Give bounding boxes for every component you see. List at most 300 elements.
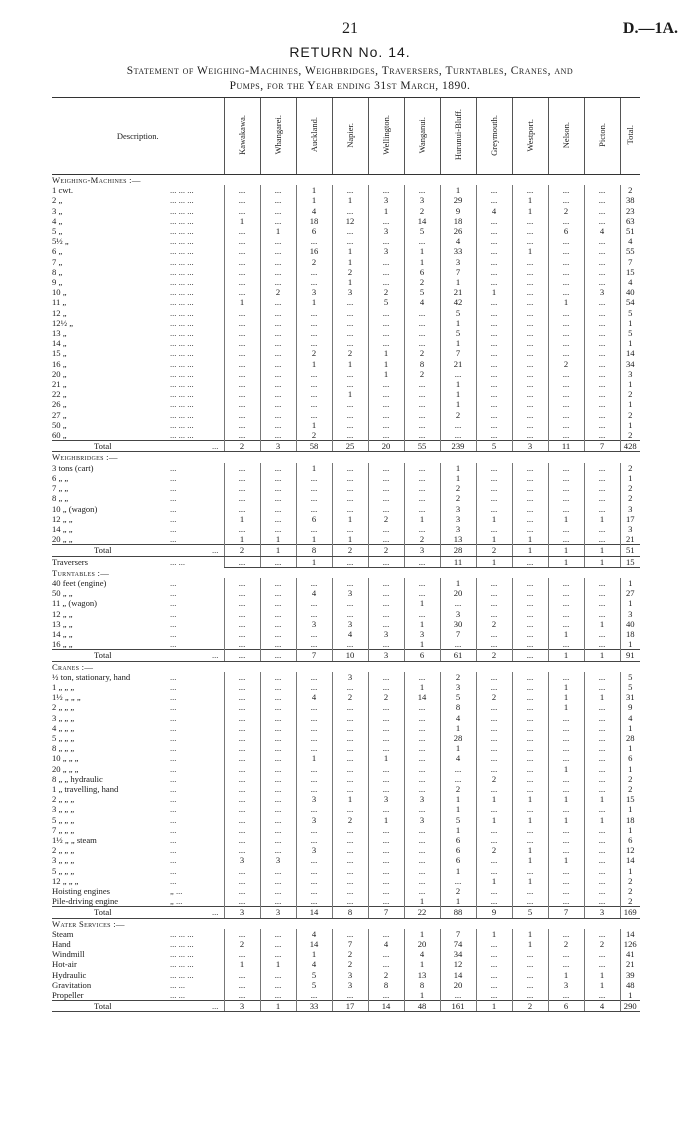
value-cell: ... (476, 682, 512, 692)
value-cell: ... (368, 236, 404, 246)
value-cell: ... (476, 430, 512, 441)
value-cell: 7 (440, 629, 476, 639)
value-cell: 3 (260, 441, 296, 452)
value-cell: ... (368, 328, 404, 338)
leader-dots: ... (170, 577, 177, 588)
value-cell: ... (368, 185, 404, 195)
value-cell: 2 (512, 1001, 548, 1012)
value-cell: ... (224, 410, 260, 420)
row-label: Total (94, 441, 112, 452)
table-row (52, 609, 640, 619)
total-cell: 1 (620, 743, 640, 753)
value-cell: 2 (476, 545, 512, 556)
leader-dots: ... ... ... (170, 389, 194, 400)
value-cell: ... (584, 598, 620, 608)
value-cell: ... (224, 185, 260, 195)
row-description (52, 866, 224, 876)
value-cell: ... (584, 473, 620, 483)
value-cell: ... (260, 815, 296, 825)
value-cell: 13 (440, 534, 476, 545)
value-cell: 1 (440, 804, 476, 814)
value-cell: ... (260, 713, 296, 723)
value-cell: ... (440, 990, 476, 1001)
value-cell: ... (440, 876, 476, 886)
value-cell: 58 (296, 441, 332, 452)
value-cell: 55 (404, 441, 440, 452)
value-cell: 3 (440, 609, 476, 619)
value-cell: ... (224, 743, 260, 753)
value-cell: 6 (440, 855, 476, 865)
table-row (52, 723, 640, 733)
row-label: 5 „ „ „ (52, 865, 75, 876)
value-cell: ... (224, 524, 260, 534)
total-cell: 18 (620, 815, 640, 825)
total-cell: 15 (620, 556, 640, 567)
row-label: 1½ „ „ „ (52, 692, 81, 703)
value-cell: 1 (440, 743, 476, 753)
value-cell: 2 (260, 287, 296, 297)
value-cell: 3 (296, 794, 332, 804)
value-cell: 29 (440, 195, 476, 205)
value-cell: ... (368, 866, 404, 876)
header-row (52, 98, 640, 175)
leader-dots: ... (170, 835, 177, 845)
total-cell: 1 (620, 338, 640, 348)
value-cell: ... (224, 629, 260, 639)
leader-dots: ... ... ... (170, 969, 194, 980)
value-cell: ... (512, 702, 548, 712)
table-row (52, 338, 640, 348)
value-cell: ... (512, 318, 548, 328)
value-cell: 1 (548, 794, 584, 804)
total-cell: 1 (620, 318, 640, 328)
row-label: 3 „ (52, 205, 63, 216)
value-cell: ... (260, 297, 296, 307)
value-cell: ... (548, 804, 584, 814)
value-cell: ... (224, 784, 260, 794)
value-cell: 1 (476, 287, 512, 297)
value-cell: ... (296, 578, 332, 588)
table-row (52, 463, 640, 473)
value-cell: ... (368, 774, 404, 784)
leader-dots: ... (170, 472, 177, 483)
row-label: 3 „ „ „ (52, 712, 75, 723)
value-cell: ... (368, 959, 404, 969)
value-cell: ... (584, 399, 620, 409)
leader-dots: ... ... (170, 979, 186, 990)
value-cell: ... (224, 206, 260, 216)
value-cell: ... (548, 896, 584, 907)
value-cell: ... (548, 399, 584, 409)
row-description (52, 855, 224, 865)
value-cell: ... (260, 318, 296, 328)
total-cell: 91 (620, 650, 640, 661)
total-cell: 40 (620, 287, 640, 297)
table-row (52, 825, 640, 835)
value-cell: 1 (224, 959, 260, 969)
value-cell: ... (548, 257, 584, 267)
value-cell: 1 (224, 216, 260, 226)
value-cell: 4 (404, 297, 440, 307)
value-cell: ... (584, 277, 620, 287)
value-cell: ... (260, 473, 296, 483)
row-description (52, 308, 224, 318)
total-cell: 17 (620, 514, 640, 524)
value-cell: ... (404, 578, 440, 588)
table-row (52, 185, 640, 195)
value-cell: 5 (440, 308, 476, 318)
value-cell: ... (476, 609, 512, 619)
column-header-label: Picton. (597, 123, 607, 147)
value-cell: ... (512, 970, 548, 980)
total-cell: 51 (620, 226, 640, 236)
value-cell: ... (404, 825, 440, 835)
value-cell: 7 (296, 650, 332, 661)
row-description (52, 483, 224, 493)
value-cell: ... (332, 609, 368, 619)
leader-dots: ... ... ... (170, 358, 194, 369)
leader-dots: ... ... ... (170, 959, 194, 970)
value-cell: 1 (332, 794, 368, 804)
value-cell: ... (512, 226, 548, 236)
value-cell: ... (512, 619, 548, 629)
value-cell: 1 (512, 195, 548, 205)
section-row (52, 175, 640, 186)
value-cell: ... (404, 308, 440, 318)
value-cell: 3 (440, 504, 476, 514)
value-cell: 6 (548, 226, 584, 236)
value-cell: 1 (548, 297, 584, 307)
value-cell: ... (476, 216, 512, 226)
leader-dots: ... ... ... (170, 246, 194, 257)
value-cell: 8 (296, 545, 332, 556)
row-description (52, 825, 224, 835)
total-cell: 1 (620, 598, 640, 608)
value-cell: ... (260, 369, 296, 379)
value-cell: ... (476, 359, 512, 369)
value-cell: ... (224, 483, 260, 493)
value-cell: ... (476, 578, 512, 588)
value-cell: ... (512, 598, 548, 608)
value-cell: ... (512, 629, 548, 639)
row-description (52, 949, 224, 959)
value-cell: 1 (368, 369, 404, 379)
table-row (52, 493, 640, 503)
value-cell: 3 (296, 619, 332, 629)
value-cell: ... (584, 876, 620, 886)
value-cell: ... (224, 609, 260, 619)
value-cell: 2 (224, 939, 260, 949)
leader-dots: ... ... ... (170, 399, 194, 410)
value-cell: ... (548, 483, 584, 493)
value-cell: 30 (440, 619, 476, 629)
value-cell: ... (584, 784, 620, 794)
value-cell: ... (584, 959, 620, 969)
value-cell: ... (476, 970, 512, 980)
value-cell: ... (512, 650, 548, 661)
value-cell: ... (260, 430, 296, 441)
value-cell: 1 (440, 389, 476, 399)
description-header: Description. (52, 98, 224, 175)
leader-dots: ... (212, 907, 219, 918)
value-cell: ... (296, 990, 332, 1001)
leader-dots: ... ... ... (170, 338, 194, 349)
value-cell: ... (476, 338, 512, 348)
value-cell: ... (224, 804, 260, 814)
value-cell: ... (512, 308, 548, 318)
value-cell: ... (548, 236, 584, 246)
value-cell: ... (512, 348, 548, 358)
value-cell: ... (584, 723, 620, 733)
value-cell: ... (296, 598, 332, 608)
value-cell: 2 (332, 545, 368, 556)
total-cell: 3 (620, 609, 640, 619)
value-cell: 5 (404, 226, 440, 236)
value-cell: ... (368, 463, 404, 473)
leader-dots: „ ... (170, 886, 183, 897)
row-description (52, 609, 224, 619)
row-label: 5 „ „ „ (52, 732, 75, 743)
row-label: 11 „ (52, 297, 67, 308)
value-cell: ... (584, 430, 620, 441)
row-label: 26 „ (52, 399, 67, 410)
statement-line-1: Statement of Weighing-Machines, Weighbridges, Traversers, Turntables, Cranes, and (126, 65, 574, 77)
row-label: 4 „ (52, 215, 63, 226)
value-cell: 1 (440, 794, 476, 804)
value-cell: ... (260, 338, 296, 348)
row-description (52, 524, 224, 534)
value-cell: 1 (368, 359, 404, 369)
column-header (620, 98, 640, 175)
value-cell: ... (332, 784, 368, 794)
value-cell: 1 (332, 389, 368, 399)
table-row (52, 784, 640, 794)
row-label: 14 „ (52, 338, 67, 349)
row-description (52, 277, 224, 287)
value-cell: ... (224, 733, 260, 743)
value-cell: ... (404, 410, 440, 420)
value-cell: 1 (260, 959, 296, 969)
value-cell: ... (440, 598, 476, 608)
value-cell: ... (224, 876, 260, 886)
total-row (52, 1001, 640, 1012)
total-cell: 31 (620, 692, 640, 702)
value-cell: ... (476, 733, 512, 743)
total-cell: 3 (620, 369, 640, 379)
leader-dots: ... (170, 804, 177, 815)
value-cell: 1 (440, 866, 476, 876)
row-label: Hoisting engines (52, 886, 111, 897)
total-cell: 2 (620, 784, 640, 794)
value-cell: 1 (296, 753, 332, 763)
value-cell: ... (404, 473, 440, 483)
value-cell: ... (224, 639, 260, 650)
value-cell: 2 (476, 774, 512, 784)
value-cell: ... (296, 743, 332, 753)
table-row (52, 308, 640, 318)
table-row (52, 639, 640, 650)
value-cell: 3 (224, 1001, 260, 1012)
value-cell: ... (404, 524, 440, 534)
value-cell: 1 (440, 723, 476, 733)
value-cell: ... (512, 588, 548, 598)
value-cell: ... (476, 939, 512, 949)
value-cell: ... (332, 713, 368, 723)
value-cell: ... (368, 702, 404, 712)
value-cell: ... (332, 764, 368, 774)
value-cell: 3 (368, 195, 404, 205)
value-cell: ... (548, 876, 584, 886)
row-label: 7 „ (52, 256, 63, 267)
value-cell: 1 (512, 929, 548, 939)
value-cell: ... (368, 929, 404, 939)
value-cell: ... (440, 430, 476, 441)
value-cell: ... (584, 733, 620, 743)
row-label: 1½ „ „ steam (52, 835, 97, 845)
value-cell: 1 (260, 1001, 296, 1012)
row-description (52, 216, 224, 226)
total-cell: 2 (620, 493, 640, 503)
value-cell: ... (584, 578, 620, 588)
leader-dots: ... ... ... (170, 266, 194, 277)
value-cell: 1 (440, 399, 476, 409)
value-cell: 6 (296, 514, 332, 524)
value-cell: ... (476, 308, 512, 318)
row-label: 5 „ (52, 226, 63, 237)
total-cell: 21 (620, 959, 640, 969)
value-cell: ... (584, 825, 620, 835)
value-cell: ... (476, 959, 512, 969)
value-cell: ... (260, 399, 296, 409)
table-row (52, 815, 640, 825)
value-cell: ... (404, 399, 440, 409)
value-cell: ... (332, 338, 368, 348)
table-row (52, 236, 640, 246)
value-cell: ... (368, 556, 404, 567)
leader-dots: ... ... (170, 556, 186, 567)
value-cell: ... (476, 318, 512, 328)
column-header-label: Napier. (345, 122, 355, 148)
value-cell: ... (512, 524, 548, 534)
leader-dots: ... (170, 618, 177, 629)
value-cell: ... (440, 420, 476, 430)
page-number: 21 (342, 20, 358, 37)
value-cell: 8 (368, 980, 404, 990)
value-cell: ... (296, 277, 332, 287)
total-cell: 2 (620, 774, 640, 784)
row-label: 7 „ „ „ (52, 824, 75, 835)
value-cell: ... (584, 216, 620, 226)
leader-dots: ... (170, 598, 177, 609)
row-description (52, 743, 224, 753)
value-cell: ... (548, 619, 584, 629)
value-cell: 14 (296, 907, 332, 918)
value-cell: ... (512, 216, 548, 226)
row-label: 2 „ „ „ (52, 794, 75, 805)
value-cell: ... (296, 399, 332, 409)
value-cell: ... (548, 835, 584, 845)
value-cell: 4 (332, 629, 368, 639)
return-table (52, 97, 640, 1012)
total-cell: 1 (620, 866, 640, 876)
value-cell: ... (476, 267, 512, 277)
value-cell: 4 (296, 588, 332, 598)
value-cell: ... (260, 743, 296, 753)
value-cell: 5 (296, 970, 332, 980)
value-cell: ... (332, 702, 368, 712)
value-cell: ... (296, 504, 332, 514)
value-cell: ... (584, 493, 620, 503)
value-cell: ... (260, 348, 296, 358)
value-cell: ... (584, 845, 620, 855)
value-cell: 1 (440, 379, 476, 389)
value-cell: 2 (368, 692, 404, 702)
value-cell: 33 (296, 1001, 332, 1012)
value-cell: ... (296, 723, 332, 733)
total-cell: 28 (620, 733, 640, 743)
value-cell: ... (476, 804, 512, 814)
value-cell: ... (404, 556, 440, 567)
row-description (52, 886, 224, 896)
value-cell: 1 (476, 815, 512, 825)
table-row (52, 318, 640, 328)
row-description (52, 929, 224, 939)
value-cell: 1 (404, 514, 440, 524)
value-cell: 7 (440, 348, 476, 358)
column-header-label: Westport. (525, 118, 535, 152)
value-cell: ... (548, 287, 584, 297)
value-cell: ... (368, 277, 404, 287)
row-description (52, 692, 224, 702)
value-cell: ... (224, 379, 260, 389)
total-cell: 1 (620, 825, 640, 835)
value-cell: 6 (404, 267, 440, 277)
value-cell: ... (548, 379, 584, 389)
value-cell: 1 (296, 420, 332, 430)
value-cell: ... (404, 713, 440, 723)
value-cell: 3 (440, 682, 476, 692)
value-cell: ... (584, 866, 620, 876)
row-label: 9 „ (52, 277, 63, 288)
row-description (52, 939, 224, 949)
value-cell: ... (404, 389, 440, 399)
total-cell: 18 (620, 629, 640, 639)
value-cell: ... (224, 990, 260, 1001)
row-description (52, 175, 640, 186)
value-cell: ... (296, 866, 332, 876)
leader-dots: ... ... ... (170, 185, 194, 196)
value-cell: ... (548, 774, 584, 784)
total-cell: 6 (620, 753, 640, 763)
value-cell: 1 (296, 556, 332, 567)
value-cell: 2 (368, 287, 404, 297)
row-description (52, 567, 640, 578)
leader-dots: ... (170, 783, 177, 794)
value-cell: ... (404, 743, 440, 753)
value-cell: ... (476, 753, 512, 763)
row-description (52, 463, 224, 473)
value-cell: ... (332, 493, 368, 503)
value-cell: ... (512, 723, 548, 733)
value-cell: 1 (368, 348, 404, 358)
row-label: Pile-driving engine (52, 896, 119, 907)
value-cell: ... (368, 216, 404, 226)
leader-dots: ... (170, 671, 177, 682)
value-cell: ... (548, 990, 584, 1001)
value-cell: ... (512, 420, 548, 430)
value-cell: ... (368, 713, 404, 723)
row-label: Weighbridges :— (52, 452, 118, 463)
